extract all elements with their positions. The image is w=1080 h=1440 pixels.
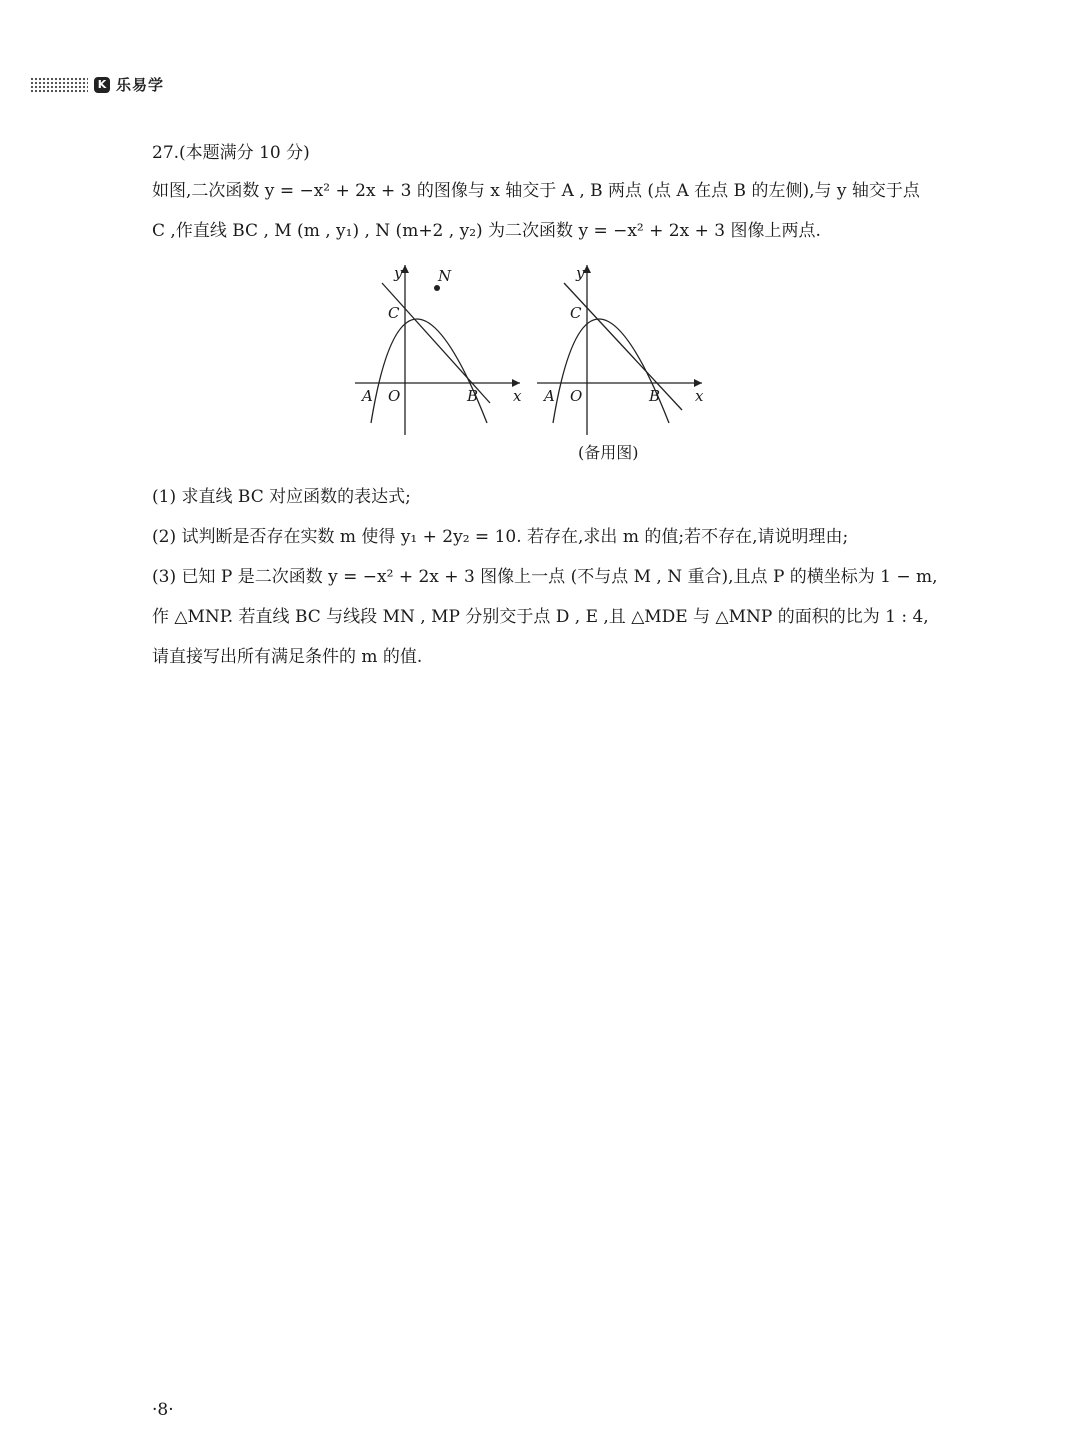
dot-pattern-icon: [30, 77, 88, 93]
parabola-curve: [553, 319, 669, 423]
question-1: (1) 求直线 BC 对应函数的表达式;: [152, 487, 411, 507]
page-number: ·8·: [152, 1400, 174, 1420]
figure-main: [355, 264, 522, 435]
problem-stem-line-2: C ,作直线 BC , M (m , y₁) , N (m+2 , y₂) 为二次函数 y = −x² + 2x + 3 图像上两点.: [152, 221, 821, 241]
line-bc: [382, 283, 490, 403]
label-y: y: [576, 264, 585, 282]
label-o: O: [570, 387, 583, 405]
header-logo: [30, 74, 164, 95]
label-a: A: [362, 387, 373, 405]
problem-number: 27.(本题满分 10 分): [152, 143, 310, 163]
label-n: N: [438, 267, 452, 285]
x-axis-arrow-icon: [512, 379, 520, 387]
label-y: y: [394, 264, 403, 282]
label-o: O: [388, 387, 401, 405]
label-b: B: [649, 387, 661, 405]
x-axis-arrow-icon: [694, 379, 702, 387]
parabola-figures: [340, 255, 720, 435]
brand-logo-icon: K: [94, 77, 110, 93]
question-3-line-3: 请直接写出所有满足条件的 m 的值.: [152, 647, 423, 667]
question-3-line-1: (3) 已知 P 是二次函数 y = −x² + 2x + 3 图像上一点 (不与点 M , N 重合),且点 P 的横坐标为 1 − m,: [152, 567, 938, 587]
figure-backup: [537, 264, 704, 435]
label-x: x: [513, 387, 522, 405]
question-2: (2) 试判断是否存在实数 m 使得 y₁ + 2y₂ = 10. 若存在,求出 m 的值;若不存在,请说明理由;: [152, 527, 849, 547]
point-n-marker: [434, 285, 440, 291]
label-c: C: [570, 304, 582, 322]
brand-name: 乐易学: [116, 76, 165, 94]
question-3-line-2: 作 △MNP. 若直线 BC 与线段 MN , MP 分别交于点 D , E ,且 △MDE 与 △MNP 的面积的比为 1 : 4,: [152, 607, 929, 627]
problem-stem-line-1: 如图,二次函数 y = −x² + 2x + 3 的图像与 x 轴交于 A , B 两点 (点 A 在点 B 的左侧),与 y 轴交于点: [152, 181, 920, 201]
label-b: B: [467, 387, 479, 405]
figure-caption: (备用图): [578, 443, 639, 462]
label-a: A: [544, 387, 555, 405]
label-x: x: [695, 387, 704, 405]
label-c: C: [388, 304, 400, 322]
